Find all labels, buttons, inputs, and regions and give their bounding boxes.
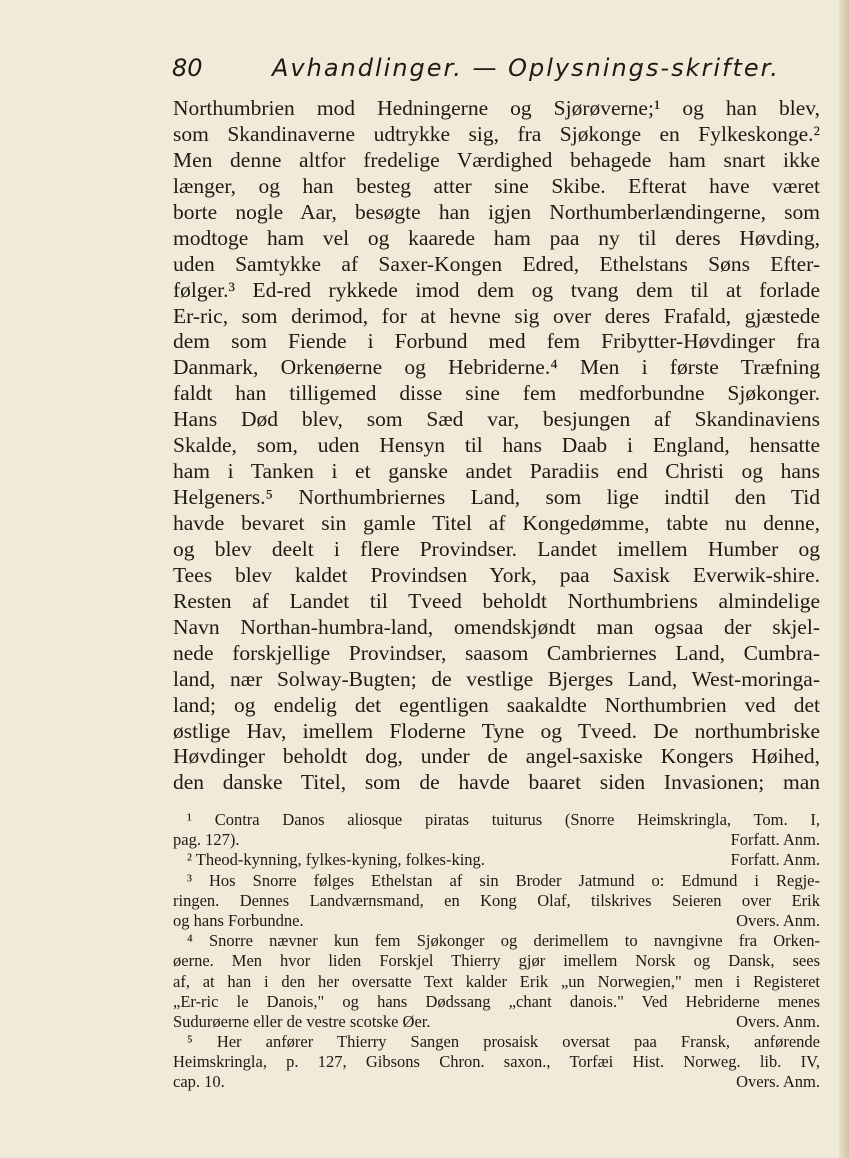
body-line: land; og endelig det egentligen saakaldte Northumbrien ved det [173,692,820,717]
footnote-line [173,1072,820,1092]
running-title: Avhandlinger. — Oplysnings-skrifter. [272,54,780,82]
footnote-line: ³ Hos Snorre følges Ethelstan af sin Broder Jatmund o: Edmund i Regje- [187,870,820,890]
footnote-line [173,830,820,850]
body-line: Hans Død blev, som Sæd var, besjungen af Skandinaviens [173,407,820,432]
footnote-line [173,850,820,870]
footnote-text: og hans Forbundne. [173,910,304,930]
footnote-attribution: Forfatt. Anm. [730,830,820,850]
footnote-attribution: Overs. Anm. [736,1072,820,1092]
body-line: Men denne altfor fredelige Værdighed behagede ham snart ikke [173,147,820,172]
body-line: nede forskjellige Provindser, saasom Cambriernes Land, Cumbra- [173,640,820,665]
body-line: Høvdinger beholdt dog, under de angel-saxiske Kongers Høihed, [173,744,820,769]
body-line: og blev deelt i flere Provindser. Landet imellem Humber og [173,536,820,561]
body-text [173,96,820,796]
footnote-text: Sudurøerne eller de vestre scotske Øer. [173,1011,431,1031]
body-line: Tees blev kaldet Provindsen York, paa Saxisk Everwik-shire. [173,562,820,587]
footnote-line: ⁵ Her anfører Thierry Sangen prosaisk oversat paa Fransk, anførende [187,1032,820,1052]
footnote-line [173,911,820,931]
body-line: land, nær Solway-Bugten; de vestlige Bjerges Land, West-moringa- [173,666,820,691]
footnote-line: ¹ Contra Danos aliosque piratas tuiturus (Snorre Heimskringla, Tom. I, [187,810,820,829]
body-line: Er-ric, som derimod, for at hevne sig over deres Frafald, gjæstede [173,303,820,328]
body-line: dem som Fiende i Forbund med fem Fribytter-Høvdinger fra [173,329,820,354]
footnote-attribution: Overs. Anm. [736,1011,820,1031]
body-line: Navn Northan-humbra-land, omendskjøndt man ogsaa der skjel- [173,614,820,639]
footnote-text: pag. 127). [173,830,240,850]
body-line: østlige Hav, imellem Floderne Tyne og Tveed. De northumbriske [173,718,820,743]
body-line: den danske Titel, som de havde baaret siden Invasionen; man [173,770,820,795]
body-line: længer, og han besteg atter sine Skibe. Efterat have været [173,173,820,198]
footnote-attribution: Forfatt. Anm. [730,850,820,870]
footnote-line: Heimskringla, p. 127, Gibsons Chron. saxon., Torfæi Hist. Norweg. lib. IV, [173,1052,820,1072]
footnotes [173,810,820,1093]
footnote-line: øerne. Men hvor liden Forskjel Thierry gjør imellem Norsk og Dansk, sees [173,951,820,971]
footnote-line [173,1012,820,1032]
footnote-text: cap. 10. [173,1072,225,1092]
body-line: havde bevaret sin gamle Titel af Kongedømme, tabte nu denne, [173,511,820,535]
footnote-line: af, at han i den her oversatte Text kalder Erik „un Norwegien," men i Registeret [173,971,820,991]
running-header [172,50,822,86]
body-line: Skalde, som, uden Hensyn til hans Daab i England, hensatte [173,433,820,458]
body-line: Danmark, Orkenøerne og Hebriderne.⁴ Men i første Træfning [173,355,820,380]
body-line: ham i Tanken i et ganske andet Paradiis end Christi og hans [173,459,820,484]
footnote-text: ² Theod-kynning, fylkes-kyning, folkes-king. [187,850,485,870]
body-line: Helgeners.⁵ Northumbriernes Land, som lige indtil den Tid [173,485,820,510]
body-line: følger.³ Ed-red rykkede imod dem og tvang dem til at forlade [173,277,820,302]
body-line: uden Samtykke af Saxer-Kongen Edred, Ethelstans Søns Efter- [173,251,820,276]
page-number: 80 [172,54,203,82]
page-edge [839,0,849,1158]
footnote-line: ringen. Dennes Landværnsmand, en Kong Olaf, tilskrives Seieren over Erik [173,890,820,910]
footnote-line: „Er-ric le Danois," og hans Dødssang „chant danois." Ved Hebriderne menes [173,991,820,1011]
body-line: faldt han tilligemed disse sine fem medforbundne Sjøkonger. [173,381,820,406]
body-line: modtoge ham vel og kaarede ham paa ny til deres Høvding, [173,225,820,250]
footnote-line: ⁴ Snorre nævner kun fem Sjøkonger og derimellem to navngivne fra Orken- [187,931,820,951]
body-line: som Skandinaverne udtrykke sig, fra Sjøkonge en Fylkeskonge.² [173,121,820,146]
footnote-attribution: Overs. Anm. [736,910,820,930]
body-line: Resten af Landet til Tveed beholdt Northumbriens almindelige [173,588,820,613]
body-line: Northumbrien mod Hedningerne og Sjørøverne;¹ og han blev, [173,96,820,120]
body-line: borte nogle Aar, besøgte han igjen Northumberlændingerne, som [173,199,820,224]
